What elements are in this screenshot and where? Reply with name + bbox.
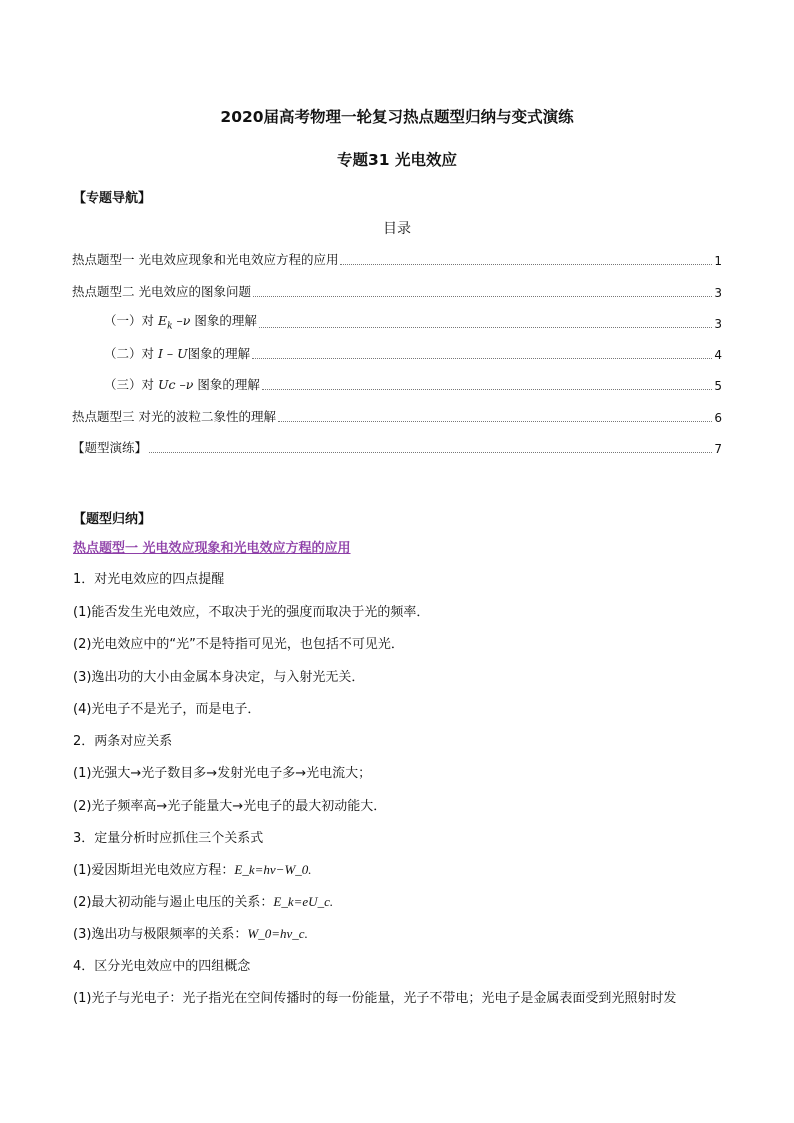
toc-entry[interactable] [72, 438, 722, 456]
section-link[interactable]: 热点题型一 光电效应现象和光电效应方程的应用 [73, 541, 351, 556]
toc-entry[interactable] [104, 313, 722, 331]
formula-line: (3)逸出功与极限频率的关系：W_0=hν_c. [73, 926, 308, 942]
toc-entry[interactable] [104, 375, 722, 393]
point-heading: 3．定量分析时应抓住三个关系式 [73, 831, 264, 846]
work-function-equation: W_0=hν_c. [247, 926, 308, 941]
toc-entry[interactable] [72, 250, 722, 268]
body-line: (4)光电子不是光子，而是电子． [73, 702, 261, 717]
toc-leader-dots [252, 357, 712, 359]
toc-entry-label: 热点题型二 光电效应的图象问题 [72, 284, 251, 299]
stopping-voltage-equation: E_k=eU_c. [273, 894, 334, 909]
body-line: (2)光电效应中的“光”不是特指可见光，也包括不可见光． [73, 637, 404, 652]
toc-entry-label: （一）对 $E_k$ –ν 图象的理解 [104, 312, 257, 331]
formula-line: (1)爱因斯坦光电效应方程：E_k=hν−W_0. [73, 862, 312, 878]
point-heading: 4．区分光电效应中的四组概念 [73, 959, 251, 974]
body-line: (1)光子与光电子：光子指光在空间传播时的每一份能量，光子不带电；光电子是金属表面受到光照射时发 [73, 991, 677, 1006]
document-subtitle: 专题31 光电效应 [337, 151, 457, 169]
point-heading: 1．对光电效应的四点提醒 [73, 572, 225, 587]
toc-entry-label: 【题型演练】 [72, 440, 148, 455]
body-line: (1)能否发生光电效应，不取决于光的强度而取决于光的频率． [73, 605, 430, 620]
toc-leader-dots [259, 326, 712, 328]
toc-entry-page: 1 [714, 254, 722, 268]
document-title: 2020届高考物理一轮复习热点题型归纳与变式演练 [220, 108, 574, 126]
section-heading: 【题型归纳】 [73, 512, 152, 527]
toc-leader-dots [262, 388, 713, 390]
toc-entry-page: 3 [714, 317, 722, 331]
toc-leader-dots [149, 451, 712, 453]
formula-line: (2)最大初动能与遏止电压的关系：E_k=eU_c. [73, 894, 334, 910]
toc-entry-page: 3 [714, 286, 722, 300]
toc-entry[interactable] [104, 344, 722, 362]
toc-leader-dots [278, 420, 712, 422]
body-line: (1)光强大→光子数目多→发射光电子多→光电流大； [73, 766, 372, 781]
einstein-equation: E_k=hν−W_0. [234, 862, 312, 877]
point-heading: 2．两条对应关系 [73, 734, 173, 749]
nav-heading: 【专题导航】 [73, 191, 152, 206]
toc-entry-page: 7 [714, 442, 722, 456]
toc-entry-page: 5 [714, 379, 722, 393]
toc-title: 目录 [383, 221, 411, 237]
toc-leader-dots [340, 263, 712, 265]
toc-leader-dots [253, 295, 712, 297]
toc-entry[interactable] [72, 282, 722, 300]
body-line: (2)光子频率高→光子能量大→光电子的最大初动能大． [73, 799, 387, 814]
toc-entry-label: 热点题型一 光电效应现象和光电效应方程的应用 [72, 252, 339, 267]
toc-entry[interactable] [72, 407, 722, 425]
toc-entry-page: 6 [714, 411, 722, 425]
toc-entry-label: （三）对 Uc –ν 图象的理解 [104, 377, 260, 392]
toc-entry-label: （二）对 I – U图象的理解 [104, 346, 251, 361]
toc-entry-label: 热点题型三 对光的波粒二象性的理解 [72, 409, 276, 424]
body-line: (3)逸出功的大小由金属本身决定，与入射光无关． [73, 670, 365, 685]
toc-entry-page: 4 [714, 348, 722, 362]
